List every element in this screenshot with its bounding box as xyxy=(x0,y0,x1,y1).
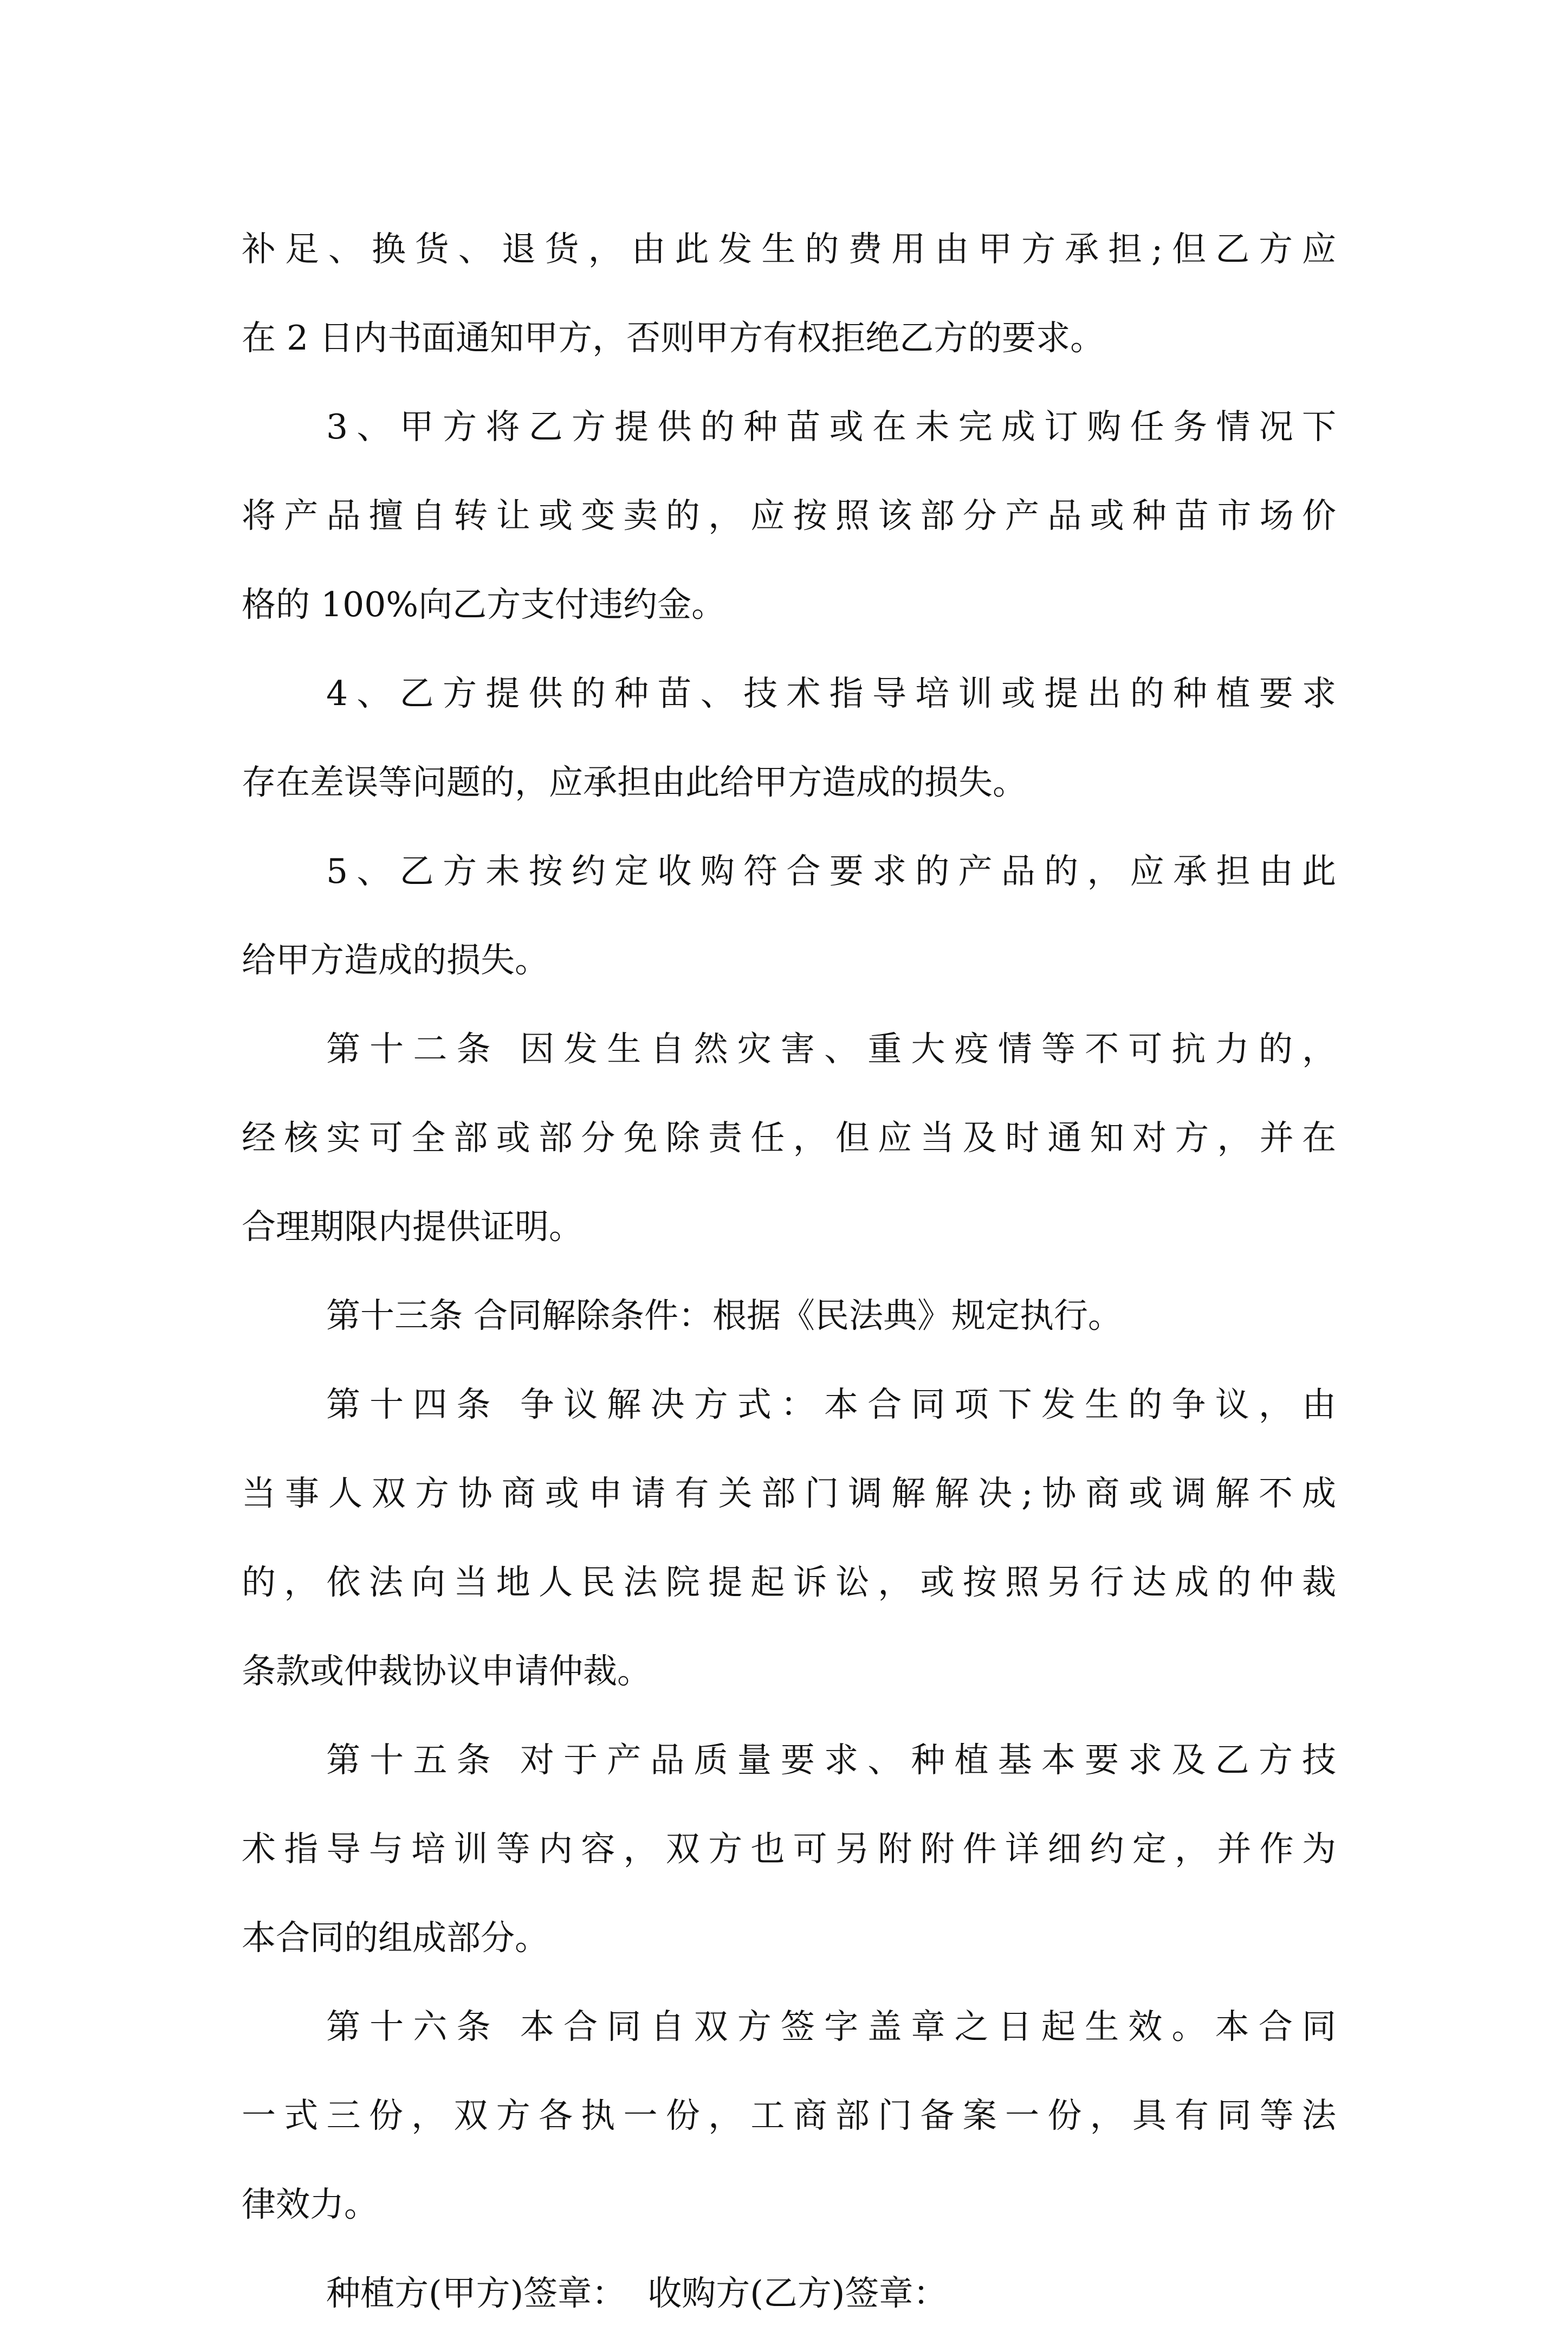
text-line: 第十六条 本合同自双方签字盖章之日起生效。本合同 xyxy=(326,2007,1336,2046)
paragraph xyxy=(242,383,1336,649)
text-line: 本合同的组成部分。 xyxy=(242,1918,549,1958)
text-line: 3、甲方将乙方提供的种苗或在未完成订购任务情况下 xyxy=(326,407,1336,447)
text-line: 的，依法向当地人民法院提起诉讼，或按照另行达成的仲裁 xyxy=(242,1562,1336,1602)
text-line: 合理期限内提供证明。 xyxy=(242,1207,583,1246)
text-line: 第十四条 争议解决方式：本合同项下发生的争议，由 xyxy=(326,1385,1336,1424)
text-line: 将产品擅自转让或变卖的，应按照该部分产品或种苗市场价 xyxy=(242,496,1336,535)
document-body xyxy=(242,205,1336,2338)
text-line: 一式三份，双方各执一份，工商部门备案一份，具有同等法 xyxy=(242,2096,1336,2135)
paragraph xyxy=(242,205,1336,383)
text-line: 条款或仲裁协议申请仲裁。 xyxy=(242,1651,651,1691)
text-line: 4、乙方提供的种苗、技术指导培训或提出的种植要求 xyxy=(326,674,1336,713)
paragraph xyxy=(242,827,1336,1005)
text-line: 第十二条 因发生自然灾害、重大疫情等不可抗力的， xyxy=(326,1029,1336,1069)
text-line: 5、乙方未按约定收购符合要求的产品的，应承担由此 xyxy=(326,851,1336,891)
text-line: 给甲方造成的损失。 xyxy=(242,940,549,980)
text-line: 律效力。 xyxy=(242,2185,378,2224)
paragraph xyxy=(242,1982,1336,2249)
signature-line: 种植方(甲方)签章： 收购方(乙方)签章： xyxy=(326,2274,948,2313)
text-line: 补足、换货、退货，由此发生的费用由甲方承担;但乙方应 xyxy=(242,229,1336,269)
paragraph xyxy=(242,1005,1336,1271)
text-line: 经核实可全部或部分免除责任，但应当及时通知对方，并在 xyxy=(242,1118,1336,1158)
paragraph-list xyxy=(242,205,1336,2249)
paragraph xyxy=(242,1271,1336,1360)
text-line: 第十五条 对于产品质量要求、种植基本要求及乙方技 xyxy=(326,1740,1336,1780)
paragraph xyxy=(242,1716,1336,1982)
text-line: 存在差误等问题的，应承担由此给甲方造成的损失。 xyxy=(242,763,1027,802)
text-line: 术指导与培训等内容，双方也可另附附件详细约定，并作为 xyxy=(242,1829,1336,1869)
text-line: 格的 100%向乙方支付违约金。 xyxy=(242,585,726,624)
text-line: 第十三条 合同解除条件：根据《民法典》规定执行。 xyxy=(326,1296,1123,1335)
paragraph xyxy=(242,649,1336,827)
text-line: 在 2 日内书面通知甲方，否则甲方有权拒绝乙方的要求。 xyxy=(242,318,1105,358)
paragraph xyxy=(242,1360,1336,1716)
text-line: 当事人双方协商或申请有关部门调解解决;协商或调解不成 xyxy=(242,1474,1336,1513)
